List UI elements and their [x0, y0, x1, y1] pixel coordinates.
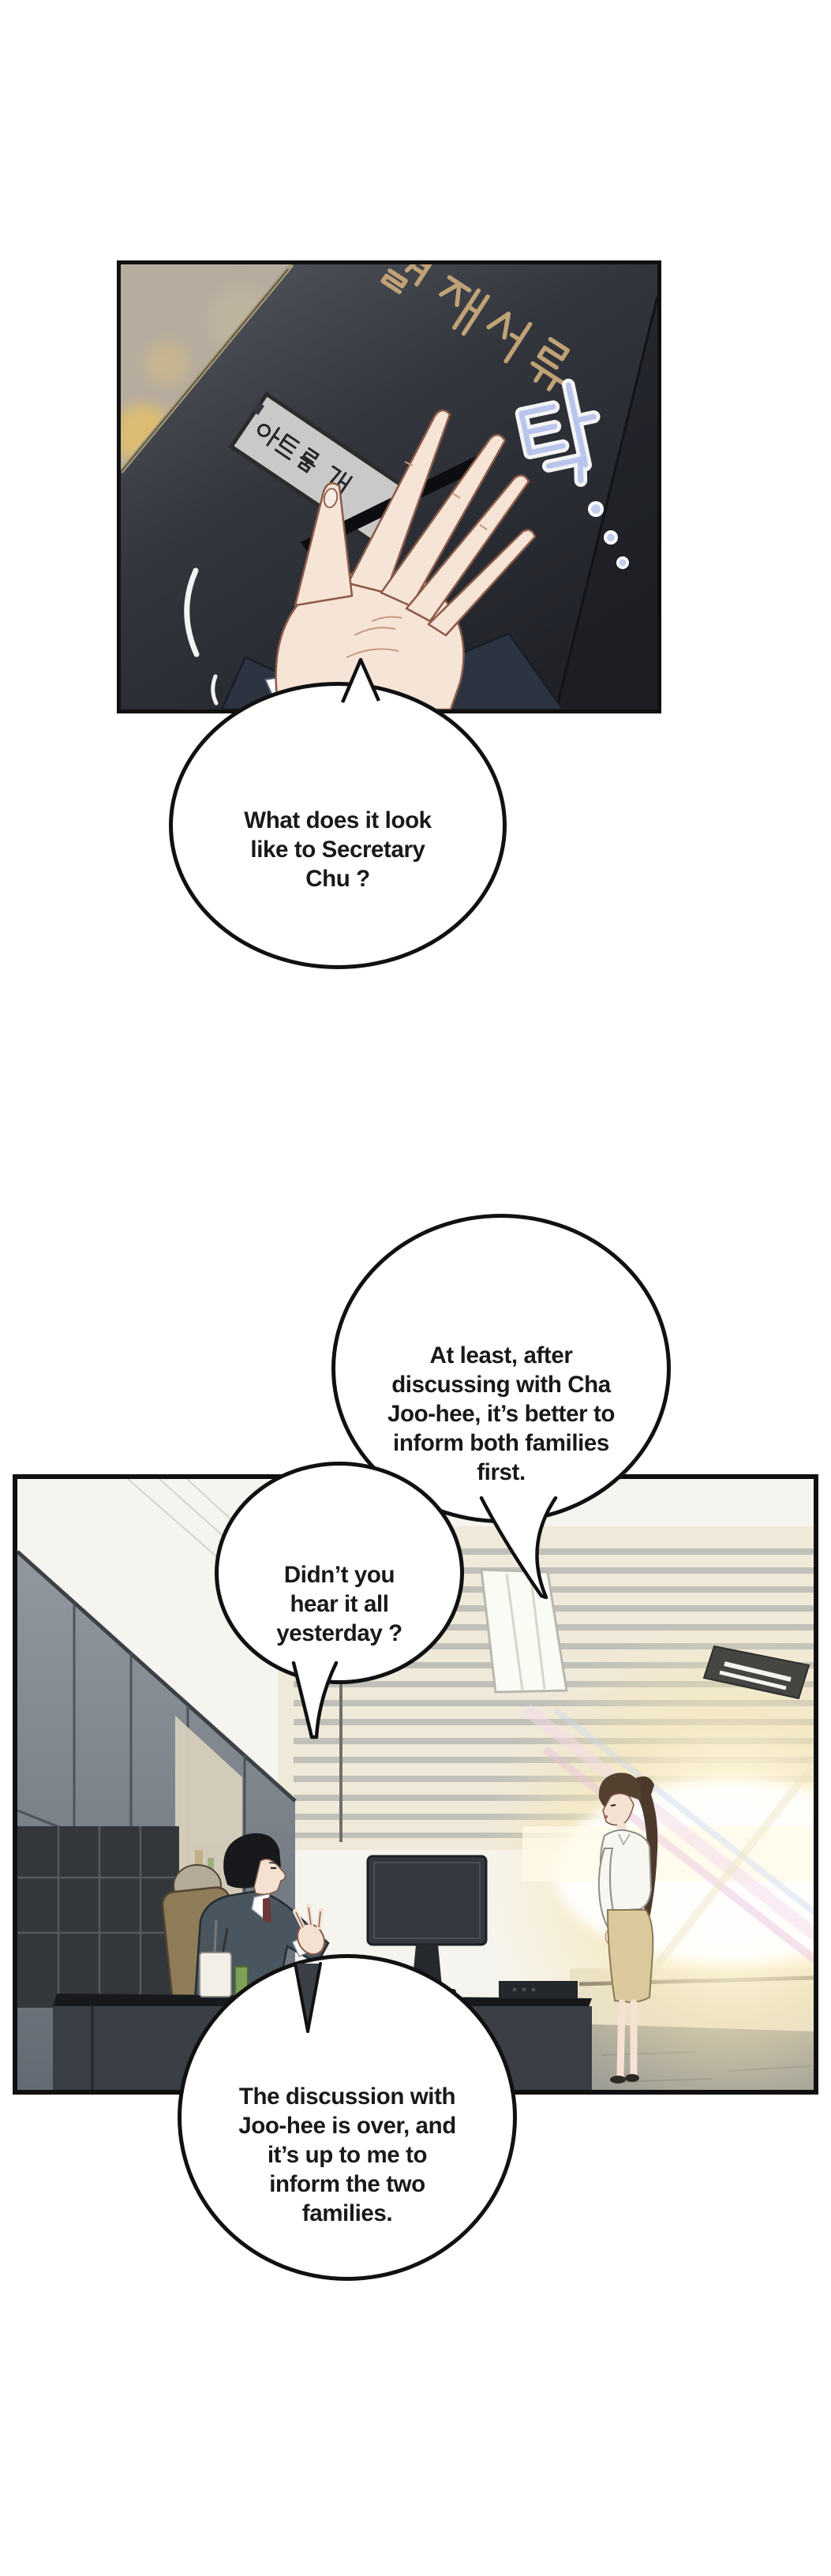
woman-shoe-right — [625, 2074, 639, 2082]
woman-lips — [605, 1815, 608, 1818]
speech-bubble-1-text: What does it look like to Secretary Chu ? — [244, 807, 432, 892]
panel-folder-hand-art — [121, 264, 657, 710]
woman-shoe-left — [610, 2076, 626, 2084]
speech-bubble-1-tail — [335, 655, 387, 715]
woman-skirt — [608, 1910, 653, 2002]
speech-bubble-4-notch — [292, 1962, 324, 2036]
sfx-text — [0, 0, 1, 1]
speech-bubble-4-text: The discussion with Joo-hee is over, and it’s up to me to inform the two families. — [238, 2084, 456, 2226]
speech-bubble-3-tail — [286, 1661, 346, 1743]
folder-title-text — [0, 0, 1, 1]
panel-folder-hand — [117, 260, 661, 713]
folder-label-text — [0, 0, 1, 1]
desk-console — [499, 1981, 578, 1998]
speech-bubble-3-text: Didn’t you hear it all yesterday ? — [276, 1562, 402, 1646]
speech-bubble-2-tail — [472, 1496, 565, 1601]
pen-cup — [200, 1953, 231, 1997]
cabinet — [17, 1826, 179, 2008]
speech-bubble-2-text: At least, after discussing with Cha Joo-hee, it’s better to inform both families first. — [387, 1342, 616, 1485]
woman-eye — [611, 1805, 616, 1806]
